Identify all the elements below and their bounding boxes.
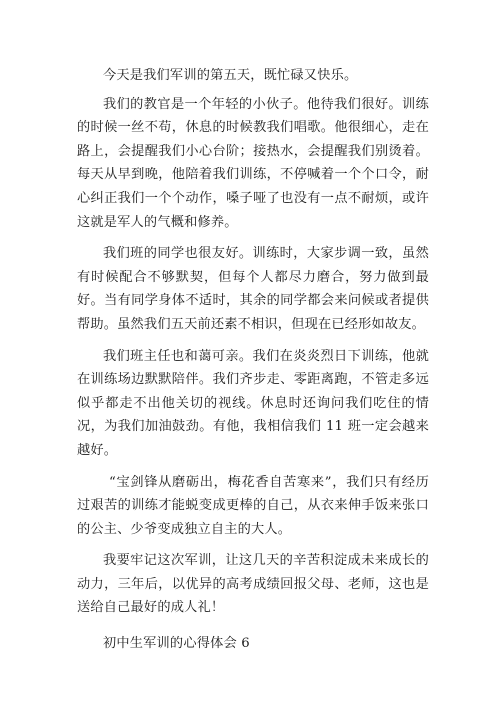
paragraph-conclusion: 我要牢记这次军训，让这几天的辛苦积淀成未来成长的动力，三年后，以优异的高考成绩回报父母、老师，这也是送给自己最好的成人礼！	[77, 553, 429, 616]
next-section-heading: 初中生军训的心得体会 6	[103, 636, 250, 652]
paragraph-quote: “宝剑锋从磨砺出，梅花香自苦寒来”，我们只有经历过艰苦的训练才能蜕变成更棒的自己，从衣来伸手饭来张口的公主、少爷变成独立自主的大人。	[77, 474, 429, 537]
paragraph-intro: 今天是我们军训的第五天，既忙碌又快乐。	[103, 68, 358, 83]
document-body	[77, 64, 429, 656]
paragraph-instructor: 我们的教官是一个年轻的小伙子。他待我们很好。训练的时候一丝不苟，休息的时候教我们唱歌。他很细心，走在路上，会提醒我们小心台阶；接热水，会提醒我们别烫着。每天从早到晚，他陪着我们训练，不停喊着一个个口令，耐心纠正我们一个个动作，嗓子哑了也没有一点不耐烦，或许这就是军人的气概和修养。	[77, 96, 429, 230]
paragraph-head-teacher: 我们班主任也和蔼可亲。我们在炎炎烈日下训练，他就在训练场边默默陪伴。我们齐步走、零距离跑，不管走多远似乎都走不出他关切的视线。休息时还询问我们吃住的情况，为我们加油鼓劲。有他，我相信我们 11 班一定会越来越好。	[77, 348, 429, 458]
paragraph-classmates: 我们班的同学也很友好。训练时，大家步调一致，虽然有时候配合不够默契，但每个人都尽力磨合，努力做到最好。当有同学身体不适时，其余的同学都会来问候或者提供帮助。虽然我们五天前还素不相识，但现在已经形如故友。	[77, 246, 429, 332]
